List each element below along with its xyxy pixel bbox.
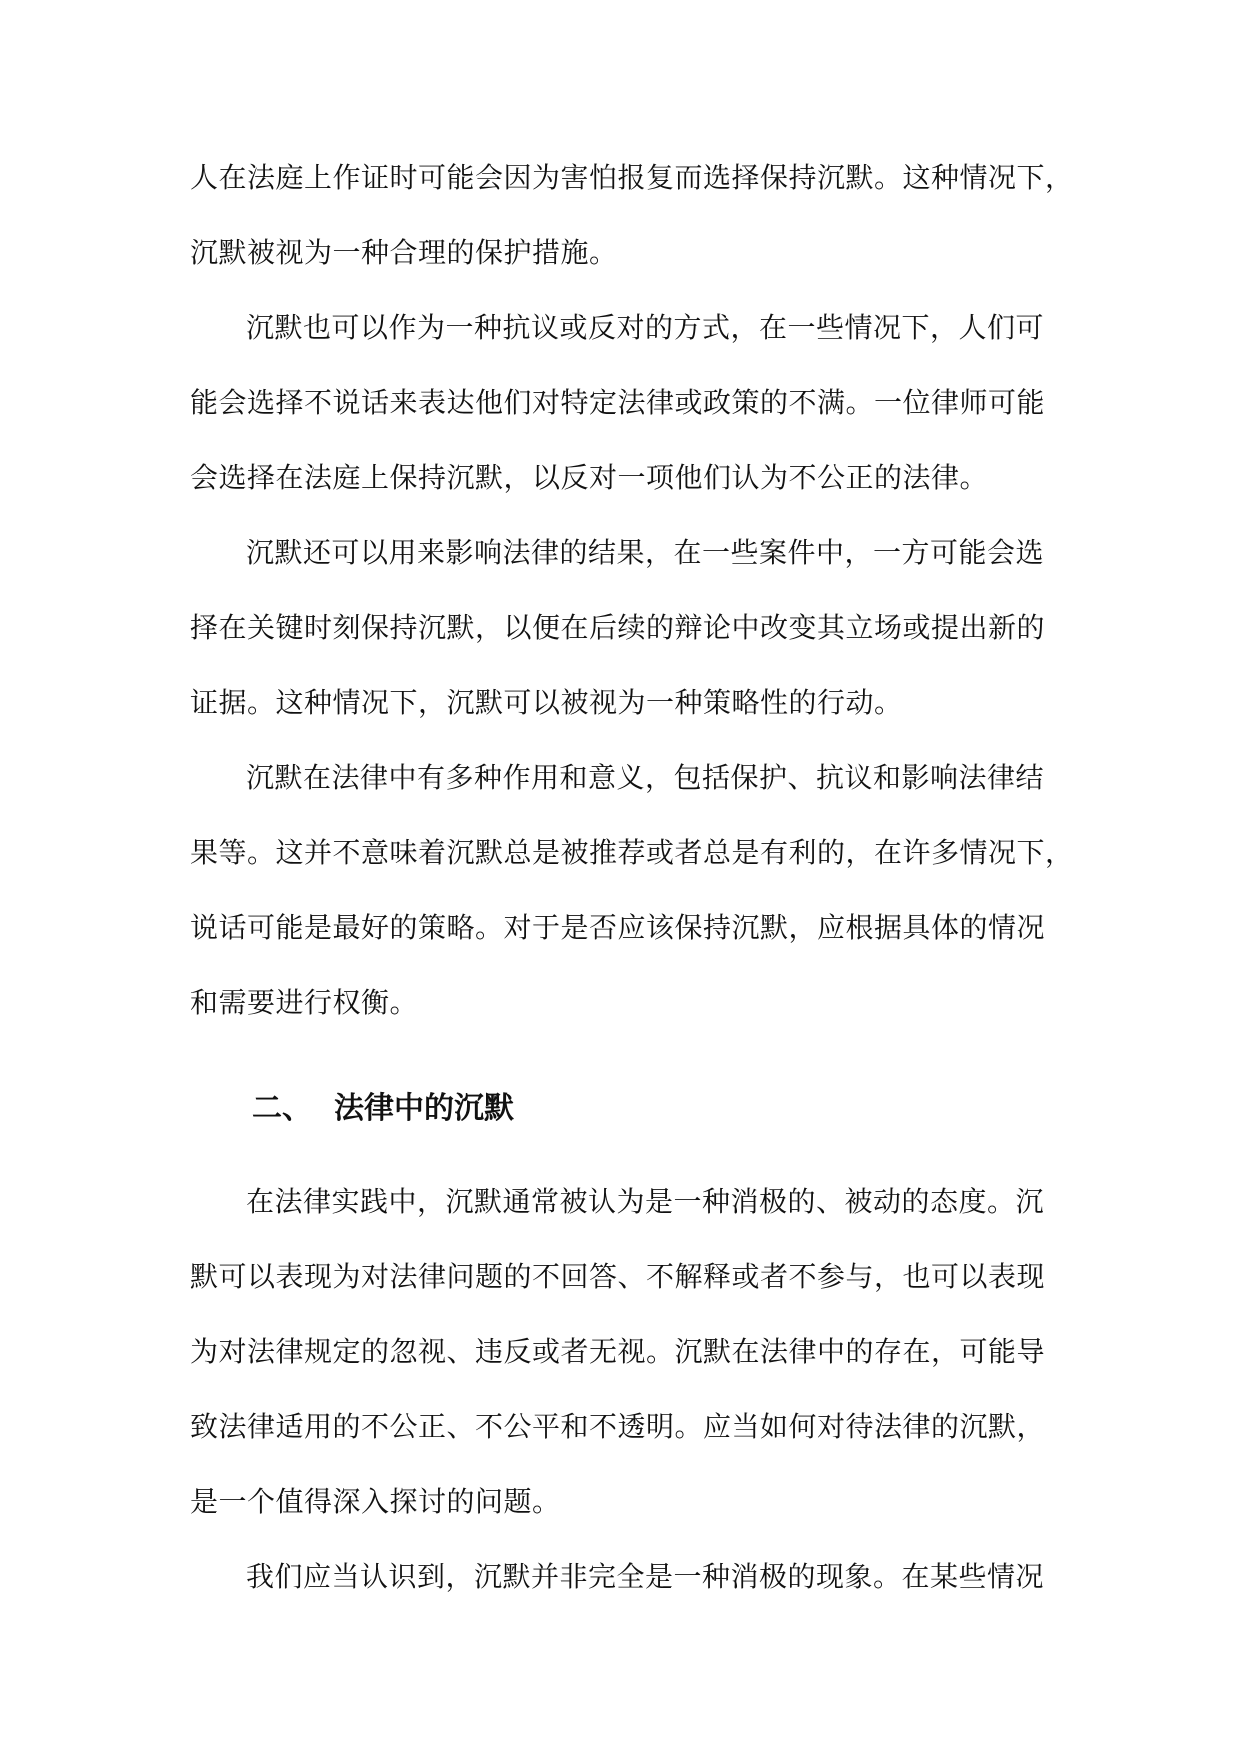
section-heading (190, 1054, 1070, 1164)
paragraph-line: 说话可能是最好的策略。对于是否应该保持沉默，应根据具体的情况 (190, 911, 1046, 944)
section-number: 二、 (252, 1091, 312, 1126)
paragraph-line: 会选择在法庭上保持沉默，以反对一项他们认为不公正的法律。 (190, 461, 989, 494)
paragraph-line: 沉默还可以用来影响法律的结果，在一些案件中，一方可能会选 (246, 536, 1045, 569)
paragraph-line: 证据。这种情况下，沉默可以被视为一种策略性的行动。 (190, 686, 903, 719)
paragraph-line: 果等。这并不意味着沉默总是被推荐或者总是有利的，在许多情况下， (190, 836, 1074, 869)
paragraph (190, 515, 1070, 740)
paragraph-line: 沉默在法律中有多种作用和意义，包括保护、抗议和影响法律结 (246, 761, 1045, 794)
section-title: 法律中的沉默 (334, 1091, 514, 1126)
paragraph-line: 人在法庭上作证时可能会因为害怕报复而选择保持沉默。这种情况下， (190, 161, 1074, 194)
paragraph-line: 能会选择不说话来表达他们对特定法律或政策的不满。一位律师可能 (190, 386, 1046, 419)
page-content (190, 140, 1074, 1614)
paragraph (190, 140, 1074, 290)
paragraph-line: 是一个值得深入探讨的问题。 (190, 1485, 561, 1518)
paragraph-line: 我们应当认识到，沉默并非完全是一种消极的现象。在某些情况 (246, 1560, 1045, 1593)
paragraph-line: 择在关键时刻保持沉默，以便在后续的辩论中改变其立场或提出新的 (190, 611, 1046, 644)
paragraph (190, 740, 1074, 1040)
paragraph-line: 致法律适用的不公正、不公平和不透明。应当如何对待法律的沉默， (190, 1410, 1046, 1443)
paragraph-line: 在法律实践中，沉默通常被认为是一种消极的、被动的态度。沉 (246, 1185, 1045, 1218)
paragraph-line: 沉默也可以作为一种抗议或反对的方式，在一些情况下，人们可 (246, 311, 1045, 344)
paragraph (190, 1164, 1070, 1539)
paragraph (190, 290, 1070, 515)
paragraph-line: 沉默被视为一种合理的保护措施。 (190, 236, 618, 269)
paragraph-line: 默可以表现为对法律问题的不回答、不解释或者不参与，也可以表现 (190, 1260, 1046, 1293)
paragraph-line: 和需要进行权衡。 (190, 986, 419, 1019)
paragraph-line: 为对法律规定的忽视、违反或者无视。沉默在法律中的存在，可能导 (190, 1335, 1046, 1368)
paragraph (190, 1539, 1070, 1614)
